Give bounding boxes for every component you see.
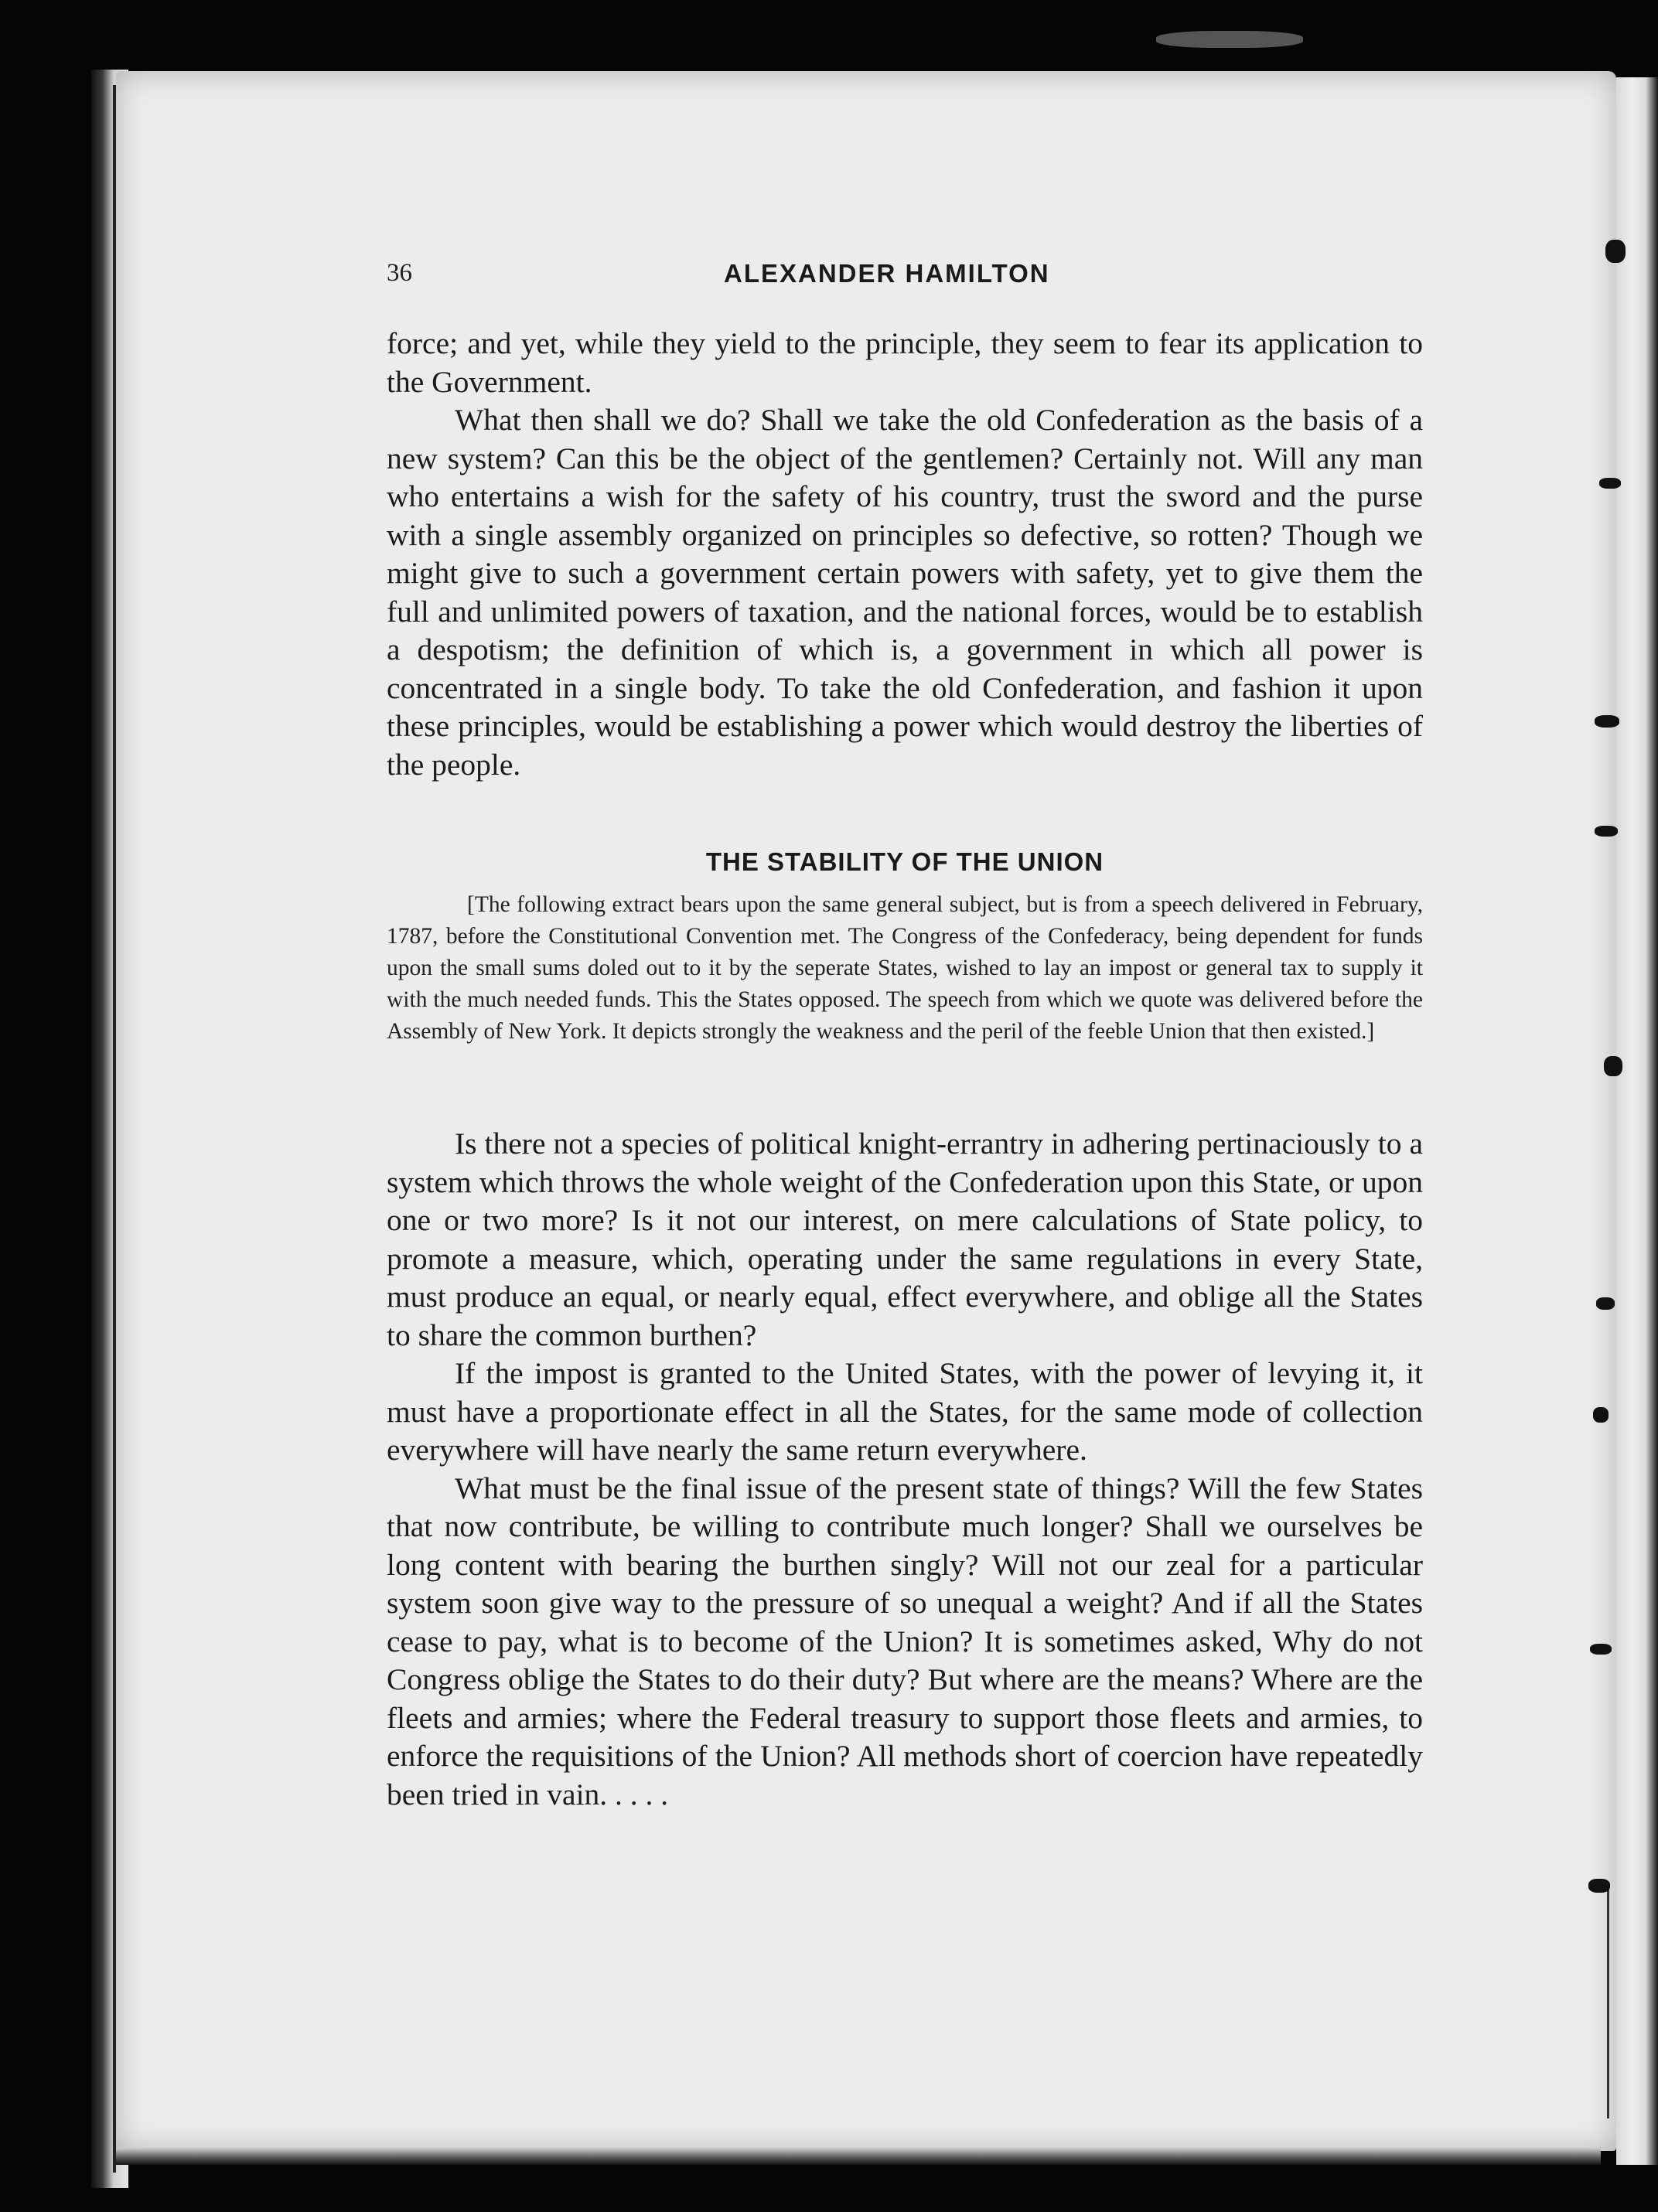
- running-head: ALEXANDER HAMILTON: [724, 259, 1050, 288]
- scan-artifact-mark: [1596, 1297, 1615, 1310]
- page-edge-rule: [1607, 1887, 1609, 2118]
- page-bottom-edge: [116, 2148, 1601, 2165]
- page-header: [387, 259, 1423, 298]
- page-number: 36: [387, 259, 412, 287]
- paragraph: What must be the final issue of the present state of things? Will the few States that now contribute, be willing to contribute much longer? Shall we ourselves be long content with bearing the burthen singly? Will not our zeal for a particular system soon give way to the pressure of so unequal a weight? And if all the States cease to pay, what is to become of the Union? It is sometimes asked, Why do not Congress oblige the States to do their duty? But where are the means? Where are the fleets and armies; where the Federal treasury to support those fleets and armies, to enforce the requisitions of the Union? All methods short of coercion have repeatedly been tried in vain. . . . .: [387, 1471, 1423, 1812]
- scan-artifact-mark: [1593, 1407, 1609, 1423]
- paragraph: force; and yet, while they yield to the principle, they seem to fear its application to the Government.: [387, 326, 1423, 399]
- editorial-note: [The following extract bears upon the same general subject, but is from a speech delivered in February, 1787, before the Constitutional Convention met. The Congress of the Confederacy, being dependent for funds upon the small sums doled out to it by the seperate States, wished to lay an impost or general tax to supply it with the much needed funds. This the States opposed. The speech from which we quote was delivered before the Assembly of New York. It depicts strongly the weakness and the peril of the feeble Union that then existed.]: [387, 892, 1423, 1044]
- scan-artifact-mark: [1590, 1644, 1612, 1655]
- scan-artifact-mark: [1599, 478, 1621, 489]
- scan-artifact-mark: [1595, 826, 1618, 837]
- scan-artifact-mark: [1588, 1879, 1610, 1893]
- scan-artifact-mark: [1604, 1056, 1622, 1076]
- paragraph: What then shall we do? Shall we take the old Confederation as the basis of a new system? Can this be the object of the gentlemen? Certainly not. Will any man who entertains a wish for the safety of his country, trust the sword and the purse with a single assembly organized on principles so defective, so rotten? Though we might give to such a government certain powers with safety, yet to give them the full and unlimited powers of taxation, and the national forces, would be to establish a despotism; the definition of which is, a government in which all power is concentrated in a single body. To take the old Confederation, and fashion it upon these principles, would be establishing a power which would destroy the liberties of the people.: [387, 403, 1423, 782]
- paragraph: Is there not a species of political knight-errantry in adhering pertinaciously to a system which throws the whole weight of the Confederation upon this State, or upon one or two more? Is it not our interest, on mere calculations of State policy, to promote a measure, which, operating under the same regulations in every State, must produce an equal, or nearly equal, effect everywhere, and oblige all the States to share the common burthen?: [387, 1126, 1423, 1352]
- body-text-top: [387, 325, 1423, 784]
- body-text-bottom: [387, 1125, 1423, 1814]
- scan-artifact-mark: [1605, 240, 1626, 263]
- paragraph: If the impost is granted to the United States, with the power of levying it, it must have a proportionate effect in all the States, for the same mode of collection everywhere will have nearly the same return everywhere.: [387, 1356, 1423, 1467]
- binding-shadow-line: [113, 85, 116, 2173]
- scan-artifact-mark: [1595, 715, 1619, 728]
- next-page-edge: [1616, 77, 1658, 2165]
- section-heading: THE STABILITY OF THE UNION: [705, 847, 1104, 876]
- scan-artifact-mark: [1156, 31, 1303, 48]
